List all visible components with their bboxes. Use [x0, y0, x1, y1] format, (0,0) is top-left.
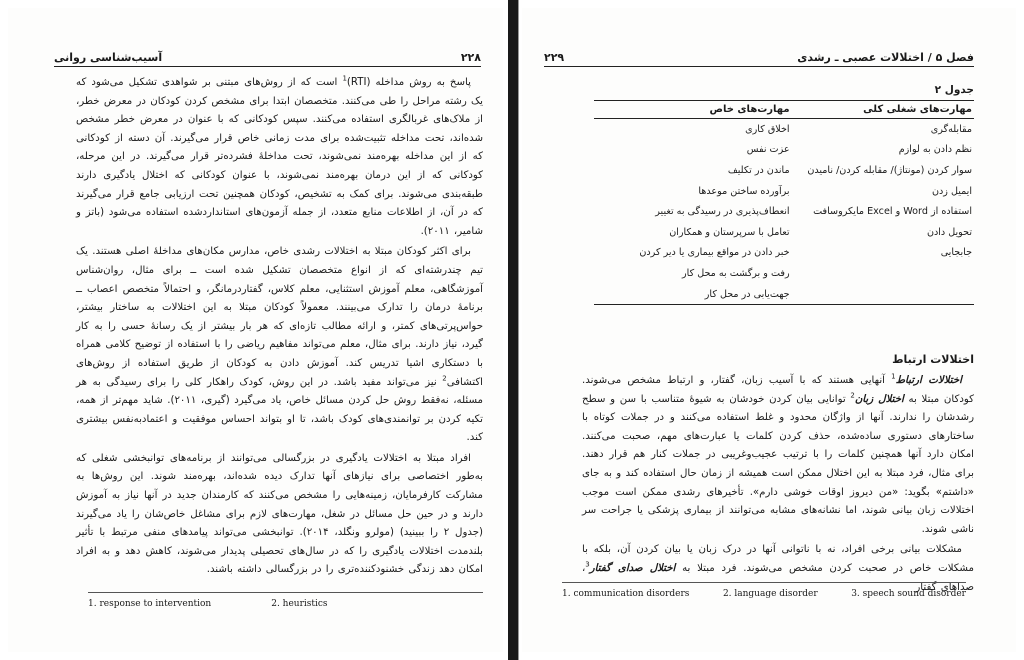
- book-spine-line: [518, 0, 519, 660]
- term-language-disorder: اختلال زبان: [854, 393, 904, 405]
- left-paragraph-3: افراد مبتلا به اختلالات یادگیری در بزرگسالی می‌توانند از برنامه‌های توانبخشی شغلی که به‌طور اختصاصی برای نیازهای آنها تدارک دیده شده‌اند، بهره‌مند شوند. این روش‌ها به مشارکت کارفرمایان، زمینه‌هایی را مشخص می‌کنند که کارمندان جدید در آنها نیاز به آموزش دارند و در حین حل مسائل در شغل، مهارت‌های لازم برای مشاغل خاص‌شان را یاد می‌گیرند (جدول ۲ را ببینید) (مولرو ونگلد، ۲۰۱۴). توانبخشی می‌تواند پیامدهای منفی مرتبط با تأثیر بلندمدت اختلالات یادگیری را که در سال‌های تحصیلی پدیدار می‌شوند، کاهش دهد و به افراد امکان دهد زندگی خشنودکننده‌تری را در بزرگسالی داشته باشند.: [76, 452, 484, 576]
- table-row: [594, 160, 974, 181]
- table-cell: انعطاف‌پذیری در رسیدگی به تغییر: [655, 206, 790, 218]
- left-paragraph-2: برای اکثر کودکان مبتلا به اختلالات رشدی خاص، مدارس مکان‌های مداخلهٔ اصلی هستند. یک تیم چندرشته‌ای که از انواع متخصصان تشکیل شده است ــ برای مثال، روان‌شناس آموزشگاهی، معلم آموزش استثنایی، معلم کلاس، گفتاردرمانگر، و احتمالاً متخصص اعصاب ــ برنامهٔ درمان را تدارک می‌بینند. معمولاً کودکان مبتلا به این اختلالات به ساختار بیشتر، حواس‌پرتی‌های کمتر، و ارائه مطالب تازه‌ای که هر بار بیشتر از یک رسانهٔ حسی را به کار گیرد، نیاز دارند. برای مثال، معلم می‌تواند مفاهیم ریاضی را با استفاده از توضیح کلامی همراه با دستکاری اشیا تدریس کند. آموزش دادن به کودکان از طریق استفاده از روش‌های اکتشافی$^2$ نیز می‌تواند مفید باشد. در این روش، کودک راهکار کلی را برای رسیدگی به هر مسئله، نه‌فقط روش حل کردن مسائل خاص، یاد می‌گیرد (گیری، ۲۰۱۱). شاید مهم‌تر از همه، تکیه کردن بر توانمندی‌های کودک باشد، تا او بتواند احساس موفقیت و اعتمادبه‌نفس بیشتری کند.: [76, 246, 483, 444]
- footnote-2: 2. language disorder: [722, 589, 818, 599]
- right-page-number: ۲۲۹: [544, 51, 565, 64]
- table-cell: سوار کردن (مونتاژ)/ مقابله کردن/ نامیدن: [807, 164, 972, 176]
- book-spine-shadow: [508, 0, 518, 660]
- table-row: [594, 222, 974, 243]
- right-page: [522, 8, 1016, 652]
- footnote-1: 1. communication disorders: [562, 589, 690, 599]
- right-paragraph-1: اختلالات ارتباط$^1$ آنهایی هستند که با آسیب زبان، گفتار، و ارتباط مشخص می‌شوند. کودکان مبتلا به اختلال زبان$^2$ توانایی بیان کردن خودشان به شیوهٔ متناسب با سن و سطح رشدشان را ندارند. آنها از واژگان محدود و غلط استفاده می‌کنند و در جملات کوتاه با ساختارهای دستوری ساده‌شده، حذف کردن کلمات یا عبارت‌های مهم، صحبت می‌کنند. امکان دارد آنها همچنین کلمات را با ترتیب عجیب‌وغریبی در جملات کنار هم قرار دهند. برای مثال، فرد مبتلا به این اختلال ممکن است همیشه از زمان حال استفاده کند و به جای «داشتم» بگوید: «من دیروز اوقات خوشی دارم». تأخیرهای رشدی ممکن است موجب اختلالات زبان بیانی شوند، اما نشانه‌های مشابه می‌توانند از بیماری پزشکی یا جراحت سر ناشی شوند.: [582, 372, 974, 535]
- table-row: [594, 119, 974, 140]
- table-cell: مقابله‌گری: [930, 123, 972, 135]
- footnote-3: 3. speech sound disorder: [851, 589, 966, 599]
- term-speech-sound-disorder: اختلال صدای گفتار: [589, 562, 676, 574]
- footnote-ref-2: 2: [442, 374, 447, 383]
- table-row: [594, 243, 974, 264]
- table-row: [594, 201, 974, 222]
- table-cell: نظم دادن به لوازم: [898, 144, 972, 156]
- left-book-title: آسیب‌شناسی روانی: [54, 51, 163, 64]
- table-cell: ماندن در تکلیف: [727, 164, 790, 176]
- right-running-header: [544, 44, 974, 67]
- table-row: [594, 284, 974, 305]
- skills-table-grid: [594, 100, 974, 305]
- table-cell: تعامل با سرپرستان و همکاران: [669, 226, 790, 238]
- footnote-ref-1: 1: [342, 74, 347, 83]
- table-cell: [792, 263, 974, 284]
- table-header-specific: مهارت‌های خاص: [594, 101, 792, 119]
- term-communication-disorders: اختلالات ارتباط: [895, 375, 962, 386]
- footnote-ref-1: 1: [891, 372, 896, 381]
- table-header-general: مهارت‌های شغلی کلی: [792, 101, 974, 119]
- table-cell: رفت و برگشت به محل کار: [682, 267, 790, 279]
- left-paragraph-1: پاسخ به روش مداخله (RTI)$^1$ است که از روش‌های مبتنی بر شواهدی تشکیل می‌شود که یک رشته مراحل را طی می‌کنند. متخصصان ابتدا برای مشخص کردن کودکان در معرض خطر، از ملاک‌های غربالگری استفاده می‌کنند. سپس کودکانی که با عنوان در معرض خطر مشخص شده‌اند، تحت مداخله تثبیت‌شده برای مدت زمانی خاص قرار می‌گیرند. آن دسته از کودکانی که از این مداخله بهره‌مند نمی‌شوند، تحت مداخلهٔ فشرده‌تر قرار می‌گیرند. در این مرحله، کودکانی که از این درمان بهره‌مند نمی‌شوند، با عنوان کودکانی که اختلال یادگیری دارند طبقه‌بندی می‌شوند. برای کمک به تشخیص، کودکان همچنین تحت ارزیابی جامع قرار می‌گیرند که در آن، از اطلاعات منابع متعدد، از جمله آزمون‌های استانداردشده استفاده می‌شود (باتز و شامیر، ۲۰۱۱).: [76, 74, 483, 237]
- left-running-header: [54, 44, 481, 67]
- table-cell: عزت نفس: [746, 144, 790, 156]
- skills-table: [594, 84, 974, 305]
- table-row: [594, 140, 974, 161]
- right-paragraph-2: مشکلات بیانی برخی افراد، نه با ناتوانی آنها در درک زبان یا بیان کردن آن، بلکه با مشکلات خاص در صحبت کردن مشخص می‌شوند. فرد مبتلا به اختلال صدای گفتار$^3$، صداهای گفتار: [582, 544, 974, 593]
- table-cell: جابجایی: [940, 247, 972, 259]
- left-page: [8, 8, 503, 652]
- table-cell: جهت‌یابی در محل کار: [594, 284, 792, 305]
- table-cell: استفاده از Word و Excel مایکروسافت: [813, 206, 972, 218]
- table-header-row: [594, 101, 974, 119]
- footnote-ref-3: 3: [585, 560, 590, 569]
- right-chapter-title: فصل ۵ / اختلالات عصبی ـ رشدی: [797, 51, 974, 64]
- section-title: اختلالات ارتباط: [892, 353, 974, 366]
- footnote-2: 2. heuristics: [271, 599, 328, 609]
- table-cell: تحویل دادن: [926, 226, 972, 238]
- table-cell: خبر دادن در مواقع بیماری یا دیر کردن: [639, 247, 790, 259]
- table-cell: [792, 284, 974, 305]
- table-row: [594, 181, 974, 202]
- left-page-number: ۲۲۸: [460, 51, 481, 64]
- right-body-text: [582, 372, 974, 599]
- table-label: جدول ۲: [934, 84, 974, 96]
- table-cell: اخلاق کاری: [745, 123, 790, 135]
- right-footnotes: [562, 582, 966, 599]
- left-body-text: [76, 74, 483, 582]
- left-footnotes: [88, 592, 483, 609]
- footnote-1: 1. response to intervention: [88, 599, 212, 609]
- table-cell: برآورده ساختن موعدها: [698, 185, 790, 197]
- table-cell: ایمیل زدن: [931, 185, 972, 197]
- table-row: [594, 263, 974, 284]
- footnote-ref-2: 2: [850, 391, 855, 400]
